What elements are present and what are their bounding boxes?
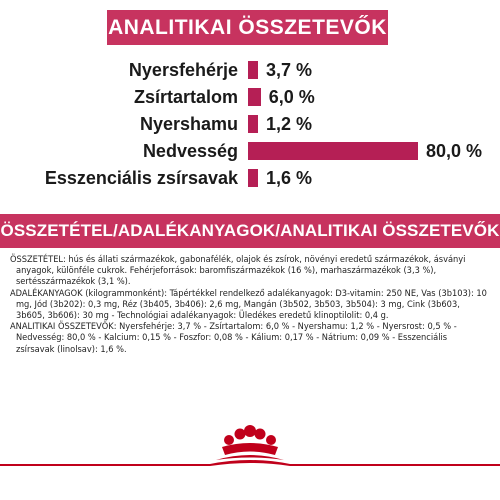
additives-paragraph: ADALÉKANYAGOK (kilogrammonként): Tápértékkel rendelkező adalékanyagok: D3-vitamin: 250 NE, Vas (3b103): 10 mg, Jód (3b202): 0,3 mg, Réz (3b405, 3b406): 2,6 mg, Mangán (3b502, 3b503, 3b504): 3 mg, Cink (3b603, 3b605, 3b606): 30 mg - Technológiai adalékanyagok: Üledékes eredetű klinoptilolit: 0,4 g. <box>10 287 487 322</box>
value-label: 80,0 % <box>426 141 483 161</box>
category-label: Nyershamu <box>139 114 238 134</box>
composition-paragraph: ÖSSZETÉTEL: hús és állati származékok, gabonafélék, olajok és zsírok, növényi eredetű származékok, ásványi anyagok, különféle cukrok. Fehérjeforrások: baromfiszármazékok (16 %), marhaszármazékok (3,3 %), sertésszármazékok (3,1 %). <box>10 254 466 288</box>
value-label: 3,7 % <box>266 60 313 80</box>
banner-title: ANALITIKAI ÖSSZETEVŐK <box>108 15 387 39</box>
value-bar <box>248 142 418 160</box>
value-label: 6,0 % <box>268 87 315 107</box>
brand-footer <box>0 420 500 500</box>
category-label: Zsírtartalom <box>133 87 238 107</box>
value-bar <box>248 61 258 79</box>
nutrient-bar-chart <box>0 58 500 198</box>
value-bar <box>248 169 258 187</box>
category-label: Esszenciális zsírsavak <box>44 168 238 188</box>
crown-icon <box>0 425 500 466</box>
value-bar <box>248 88 261 106</box>
analytical-paragraph: ANALITIKAI ÖSSZETEVŐK: Nyersfehérje: 3,7 % - Zsírtartalom: 6,0 % - Nyershamu: 1,2 % - Nyersrost: 0,5 % - Nedvesség: 80,0 % - Kalcium: 0,15 % - Foszfor: 0,08 % - Kálium: 0,17 % - Nátrium: 0,09 % - Esszenciális zsírsavak (linolsav): 1,6 %. <box>10 321 457 355</box>
category-label: Nyersfehérje <box>128 60 238 80</box>
category-label: Nedvesség <box>142 141 238 161</box>
value-label: 1,2 % <box>266 114 313 134</box>
composition-text <box>10 254 488 355</box>
composition-banner <box>0 214 500 248</box>
chart-row <box>0 58 500 82</box>
chart-row <box>0 85 500 109</box>
chart-row <box>0 112 500 136</box>
chart-row <box>0 166 500 190</box>
value-bar <box>248 115 258 133</box>
value-label: 1,6 % <box>266 168 313 188</box>
analytical-components-banner <box>107 10 388 45</box>
section-title: ÖSSZETÉTEL/ADALÉKANYAGOK/ANALITIKAI ÖSSZETEVŐK <box>0 221 500 240</box>
chart-row <box>0 139 500 163</box>
brand-logo <box>0 420 500 500</box>
